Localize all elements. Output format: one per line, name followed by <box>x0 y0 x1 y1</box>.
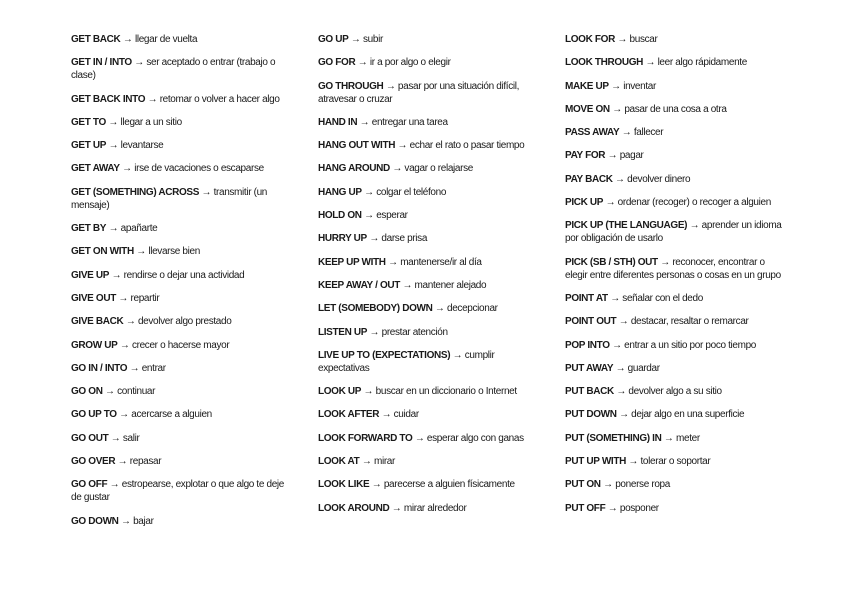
phrasal-verb-entry <box>318 302 540 315</box>
phrasal-verb-term: GET IN / INTO <box>71 57 132 69</box>
phrasal-verb-term: GET AWAY <box>71 163 120 175</box>
phrasal-verb-entry <box>565 455 787 468</box>
phrasal-verb-term: LIVE UP TO (EXPECTATIONS) <box>318 349 451 361</box>
phrasal-verb-entry <box>71 408 293 421</box>
arrow-right-icon: → <box>689 220 700 232</box>
phrasal-verb-term: GIVE UP <box>71 269 110 281</box>
phrasal-verb-definition: cuidar <box>393 409 419 421</box>
phrasal-verb-term: LET (SOMEBODY) DOWN <box>318 303 433 315</box>
phrasal-verb-entry <box>318 162 540 175</box>
arrow-right-icon: → <box>397 140 408 152</box>
phrasal-verb-entry <box>565 219 787 245</box>
arrow-right-icon: → <box>621 127 632 139</box>
arrow-right-icon: → <box>350 34 361 45</box>
phrasal-verb-entry <box>71 455 293 468</box>
phrasal-verb-term: GO FOR <box>318 57 356 69</box>
phrasal-verb-entry <box>318 256 540 269</box>
phrasal-verb-entry <box>71 292 293 305</box>
arrow-right-icon: → <box>105 386 115 398</box>
arrow-right-icon: → <box>122 34 133 45</box>
arrow-right-icon: → <box>120 515 131 527</box>
phrasal-verb-definition: posponer <box>619 502 659 514</box>
phrasal-verb-term: PUT ON <box>565 479 601 491</box>
phrasal-verb-definition: mantenerse/ir al día <box>400 256 482 268</box>
phrasal-verb-definition: leer algo rápidamente <box>657 57 747 69</box>
phrasal-verb-entry <box>71 116 293 129</box>
phrasal-verb-definition: acercarse a alguien <box>131 409 212 421</box>
phrasal-verb-term: GO DOWN <box>71 515 119 527</box>
arrow-right-icon: → <box>618 316 629 328</box>
phrasal-verb-term: HURRY UP <box>318 233 367 245</box>
phrasal-verb-entry <box>71 315 293 328</box>
phrasal-verb-term: GO THROUGH <box>318 80 384 92</box>
phrasal-verb-term: PUT UP WITH <box>565 456 626 468</box>
phrasal-verb-entry <box>318 478 540 491</box>
phrasal-verb-entry <box>565 339 787 352</box>
phrasal-verb-entry <box>71 339 293 352</box>
phrasal-verb-term: KEEP UP WITH <box>318 256 386 268</box>
arrow-right-icon: → <box>607 502 618 514</box>
phrasal-verb-term: HANG UP <box>318 186 362 198</box>
arrow-right-icon: → <box>134 57 144 69</box>
phrasal-verb-definition: esperar <box>376 210 408 222</box>
phrasal-verb-definition: retomar o volver a hacer algo <box>159 93 280 105</box>
phrasal-verb-term: GROW UP <box>71 339 118 351</box>
phrasal-verb-term: PUT BACK <box>565 386 614 398</box>
phrasal-verb-entry <box>71 33 293 46</box>
arrow-right-icon: → <box>369 233 379 245</box>
arrow-right-icon: → <box>660 256 670 268</box>
phrasal-verb-term: GO ON <box>71 386 103 398</box>
phrasal-verb-term: GO OVER <box>71 456 116 468</box>
phrasal-verb-entry <box>71 139 293 152</box>
phrasal-verb-definition: tolerar o soportar <box>640 456 711 468</box>
arrow-right-icon: → <box>434 303 445 315</box>
arrow-right-icon: → <box>388 256 398 268</box>
phrasal-verb-entry <box>71 162 293 175</box>
phrasal-verb-entry <box>565 126 787 139</box>
arrow-right-icon: → <box>119 339 130 351</box>
phrasal-verb-definition: continuar <box>117 386 156 398</box>
phrasal-verb-definition: repasar <box>129 456 162 468</box>
phrasal-verb-entry <box>565 149 787 162</box>
phrasal-verb-entry <box>318 455 540 468</box>
phrasal-verb-definition: meter <box>676 432 700 444</box>
phrasal-verb-entry <box>565 315 787 328</box>
phrasal-verb-term: HOLD ON <box>318 210 362 222</box>
arrow-right-icon: → <box>364 186 374 198</box>
phrasal-verb-definition: entrar <box>141 362 166 374</box>
arrow-right-icon: → <box>117 456 128 468</box>
arrow-right-icon: → <box>361 456 372 468</box>
arrow-right-icon: → <box>201 186 212 198</box>
phrasal-verb-entry <box>318 232 540 245</box>
phrasal-verb-term: GO UP <box>318 34 349 45</box>
phrasal-verb-entry <box>318 139 540 152</box>
phrasal-verb-definition: mirar <box>373 456 395 468</box>
phrasal-verb-term: MOVE ON <box>565 103 610 115</box>
phrasal-verb-entry <box>71 515 293 528</box>
arrow-right-icon: → <box>628 456 639 468</box>
phrasal-verb-definition: entrar a un sitio por poco tiempo <box>624 339 757 351</box>
phrasal-verb-definition: llevarse bien <box>148 246 200 258</box>
phrasal-verb-term: GET BY <box>71 223 107 235</box>
phrasal-verb-term: GET ON WITH <box>71 246 134 258</box>
arrow-right-icon: → <box>110 432 121 444</box>
arrow-right-icon: → <box>136 246 146 258</box>
phrasal-verb-term: LOOK AFTER <box>318 409 380 421</box>
phrasal-verb-term: PAY BACK <box>565 173 613 185</box>
phrasal-verb-term: GET (SOMETHING) ACROSS <box>71 186 200 198</box>
arrow-right-icon: → <box>603 479 613 491</box>
phrasal-verb-definition: reconocer, encontrar o elegir entre diferentes personas o cosas en un grupo <box>565 256 781 281</box>
phrasal-verb-definition: ser aceptado o entrar (trabajo o clase) <box>71 57 276 82</box>
phrasal-verb-entry <box>318 56 540 69</box>
arrow-right-icon: → <box>612 103 622 115</box>
phrasal-verb-entry <box>318 326 540 339</box>
phrasal-verb-term: LOOK UP <box>318 386 362 398</box>
phrasal-verb-entry <box>565 256 787 282</box>
arrow-right-icon: → <box>611 80 621 92</box>
phrasal-verb-term: POINT OUT <box>565 316 617 328</box>
phrasal-verb-term: PICK UP (THE LANGUAGE) <box>565 220 688 232</box>
phrasal-verb-definition: ordenar (recoger) o recoger a alguien <box>617 197 771 209</box>
arrow-right-icon: → <box>663 432 674 444</box>
phrasal-verb-term: PASS AWAY <box>565 127 620 139</box>
phrasal-verb-definition: señalar con el dedo <box>622 292 703 304</box>
arrow-right-icon: → <box>612 339 622 351</box>
phrasal-verb-term: GO UP TO <box>71 409 117 421</box>
arrow-right-icon: → <box>402 279 413 291</box>
arrow-right-icon: → <box>118 292 129 304</box>
arrow-right-icon: → <box>452 349 463 361</box>
phrasal-verb-definition: buscar en un diccionario o Internet <box>375 386 517 398</box>
arrow-right-icon: → <box>619 409 629 421</box>
phrasal-verb-entry <box>565 408 787 421</box>
phrasal-verb-term: LISTEN UP <box>318 326 368 338</box>
phrasal-verb-term: PAY FOR <box>565 150 606 162</box>
phrasal-verb-term: LOOK AROUND <box>318 502 390 514</box>
phrasal-verb-entry <box>71 362 293 375</box>
phrasal-verb-term: PUT (SOMETHING) IN <box>565 432 662 444</box>
arrow-right-icon: → <box>615 362 626 374</box>
arrow-right-icon: → <box>108 223 119 235</box>
phrasal-verb-definition: devolver algo a su sitio <box>628 386 722 398</box>
arrow-right-icon: → <box>108 116 119 128</box>
phrasal-verb-entry <box>318 116 540 129</box>
phrasal-verb-term: HAND IN <box>318 116 358 128</box>
phrasal-verb-definition: guardar <box>627 362 660 374</box>
phrasal-verb-term: LOOK FOR <box>565 34 615 45</box>
phrasal-verb-definition: colgar el teléfono <box>376 186 447 198</box>
phrasal-verb-entry <box>71 478 293 504</box>
phrasal-verb-term: POINT AT <box>565 292 608 304</box>
phrasal-verb-entry <box>565 385 787 398</box>
phrasal-verb-definition: inventar <box>623 80 656 92</box>
phrasal-verb-entry <box>71 245 293 258</box>
phrasal-verb-term: LOOK AT <box>318 456 360 468</box>
arrow-right-icon: → <box>109 479 120 491</box>
arrow-right-icon: → <box>610 292 620 304</box>
phrasal-verb-definition: buscar <box>629 34 658 45</box>
phrasal-verb-term: PUT DOWN <box>565 409 617 421</box>
phrasal-verb-entry <box>318 385 540 398</box>
arrow-right-icon: → <box>391 502 402 514</box>
phrasal-verb-entry <box>71 56 293 82</box>
phrasal-verb-definition: dejar algo en una superficie <box>631 409 745 421</box>
phrasal-verb-definition: rendirse o dejar una actividad <box>123 269 245 281</box>
phrasal-verb-term: POP INTO <box>565 339 610 351</box>
phrasal-verb-term: GO OFF <box>71 479 108 491</box>
phrasal-verb-definition: parecerse a alguien físicamente <box>383 479 515 491</box>
arrow-right-icon: → <box>605 197 616 209</box>
phrasal-verb-definition: irse de vacaciones o escaparse <box>134 163 264 175</box>
phrasal-verb-entry <box>71 269 293 282</box>
phrasal-verb-definition: decepcionar <box>447 303 498 315</box>
phrasal-verb-entry <box>565 80 787 93</box>
phrasal-verb-term: GET BACK <box>71 34 121 45</box>
phrasal-verb-entry <box>318 502 540 515</box>
phrasal-verb-definition: repartir <box>130 292 160 304</box>
arrow-right-icon: → <box>119 409 129 421</box>
phrasal-verb-definition: pasar de una cosa a otra <box>624 103 727 115</box>
arrow-right-icon: → <box>616 386 626 398</box>
phrasal-verb-entry <box>318 432 540 445</box>
phrasal-verb-term: LOOK FORWARD TO <box>318 432 413 444</box>
phrasal-verb-entry <box>565 292 787 305</box>
arrow-right-icon: → <box>645 57 656 69</box>
phrasal-verb-entry <box>565 362 787 375</box>
arrow-right-icon: → <box>108 140 119 152</box>
phrasal-verb-term: GO OUT <box>71 432 109 444</box>
phrasal-verb-term: PICK (SB / STH) OUT <box>565 256 658 268</box>
phrasal-verb-entry <box>318 209 540 222</box>
arrow-right-icon: → <box>369 326 380 338</box>
phrasal-verb-entry <box>318 408 540 421</box>
phrasal-verb-definition: subir <box>363 34 383 45</box>
arrow-right-icon: → <box>147 93 158 105</box>
phrasal-verb-term: LOOK LIKE <box>318 479 370 491</box>
phrasal-verb-term: GET BACK INTO <box>71 93 146 105</box>
phrasal-verb-entry <box>71 385 293 398</box>
phrasal-verb-entry <box>71 93 293 106</box>
phrasal-verb-definition: ir a por algo o elegir <box>369 57 451 69</box>
phrasal-verb-entry <box>71 222 293 235</box>
phrasal-verb-entry <box>565 432 787 445</box>
phrasal-verb-entry <box>318 33 540 46</box>
phrasal-verb-definition: levantarse <box>120 140 164 152</box>
column-2 <box>318 33 540 525</box>
phrasal-verb-entry <box>71 186 293 212</box>
phrasal-verb-term: GIVE OUT <box>71 292 116 304</box>
phrasal-verb-definition: fallecer <box>633 127 664 139</box>
arrow-right-icon: → <box>111 269 122 281</box>
phrasal-verb-entry <box>318 80 540 106</box>
phrasal-verb-definition: llegar a un sitio <box>120 116 182 128</box>
phrasal-verb-term: GET TO <box>71 116 106 128</box>
phrasal-verb-definition: aprender un idioma por obligación de usarlo <box>565 220 782 245</box>
phrasal-verb-term: PICK UP <box>565 197 604 209</box>
phrasal-verb-definition: entregar una tarea <box>371 116 448 128</box>
phrasal-verb-entry <box>565 502 787 515</box>
phrasal-verb-entry <box>565 103 787 116</box>
phrasal-verb-definition: ponerse ropa <box>615 479 670 491</box>
phrasal-verb-definition: devolver dinero <box>627 173 691 185</box>
phrasal-verb-term: LOOK THROUGH <box>565 57 644 69</box>
phrasal-verb-definition: pasar por una situación difícil, atravesar o cruzar <box>318 80 520 105</box>
phrasal-verb-entry <box>318 349 540 375</box>
phrasal-verb-definition: apañarte <box>120 223 158 235</box>
phrasal-verb-definition: transmitir (un mensaje) <box>71 186 268 211</box>
column-1 <box>71 33 293 538</box>
phrasal-verb-term: PUT OFF <box>565 502 606 514</box>
arrow-right-icon: → <box>125 316 136 328</box>
arrow-right-icon: → <box>357 57 368 69</box>
arrow-right-icon: → <box>392 163 402 175</box>
phrasal-verb-term: GO IN / INTO <box>71 362 128 374</box>
phrasal-verb-definition: cumplir expectativas <box>318 349 495 374</box>
arrow-right-icon: → <box>371 479 382 491</box>
arrow-right-icon: → <box>364 210 374 222</box>
arrow-right-icon: → <box>381 409 392 421</box>
phrasal-verb-term: PUT AWAY <box>565 362 614 374</box>
phrasal-verb-definition: echar el rato o pasar tiempo <box>409 140 525 152</box>
phrasal-verb-term: GIVE BACK <box>71 316 124 328</box>
phrasal-verb-definition: llegar de vuelta <box>134 34 198 45</box>
phrasal-verb-entry <box>318 279 540 292</box>
phrasal-verb-entry <box>565 33 787 46</box>
arrow-right-icon: → <box>363 386 374 398</box>
phrasal-verb-entry <box>71 432 293 445</box>
phrasal-verb-term: MAKE UP <box>565 80 609 92</box>
arrow-right-icon: → <box>129 362 140 374</box>
phrasal-verb-definition: prestar atención <box>381 326 448 338</box>
phrasal-verb-entry <box>565 196 787 209</box>
arrow-right-icon: → <box>414 432 425 444</box>
phrasal-verb-definition: destacar, resaltar o remarcar <box>630 316 749 328</box>
phrasal-verb-entry <box>565 56 787 69</box>
phrasal-verb-definition: bajar <box>133 515 154 527</box>
phrasal-verb-definition: salir <box>122 432 140 444</box>
column-3 <box>565 33 787 525</box>
phrasal-verb-definition: estropearse, explotar o que algo te deje de gustar <box>71 479 284 504</box>
phrasal-verb-term: HANG OUT WITH <box>318 140 396 152</box>
phrasal-verb-term: HANG AROUND <box>318 163 390 175</box>
arrow-right-icon: → <box>359 116 370 128</box>
phrasal-verb-definition: vagar o relajarse <box>404 163 473 175</box>
phrasal-verb-definition: esperar algo con ganas <box>426 432 524 444</box>
phrasal-verb-definition: devolver algo prestado <box>137 316 232 328</box>
phrasal-verb-definition: darse prisa <box>381 233 428 245</box>
arrow-right-icon: → <box>607 150 618 162</box>
phrasal-verb-entry <box>565 478 787 491</box>
arrow-right-icon: → <box>615 173 625 185</box>
phrasal-verb-entry <box>565 173 787 186</box>
phrasal-verb-definition: pagar <box>619 150 644 162</box>
phrasal-verb-definition: mirar alrededor <box>403 502 467 514</box>
arrow-right-icon: → <box>385 80 396 92</box>
phrasal-verb-term: KEEP AWAY / OUT <box>318 279 401 291</box>
arrow-right-icon: → <box>122 163 132 175</box>
arrow-right-icon: → <box>617 34 628 45</box>
phrasal-verb-definition: crecer o hacerse mayor <box>131 339 230 351</box>
phrasal-verb-entry <box>318 186 540 199</box>
phrasal-verb-definition: mantener alejado <box>414 279 487 291</box>
phrasal-verb-term: GET UP <box>71 140 107 152</box>
